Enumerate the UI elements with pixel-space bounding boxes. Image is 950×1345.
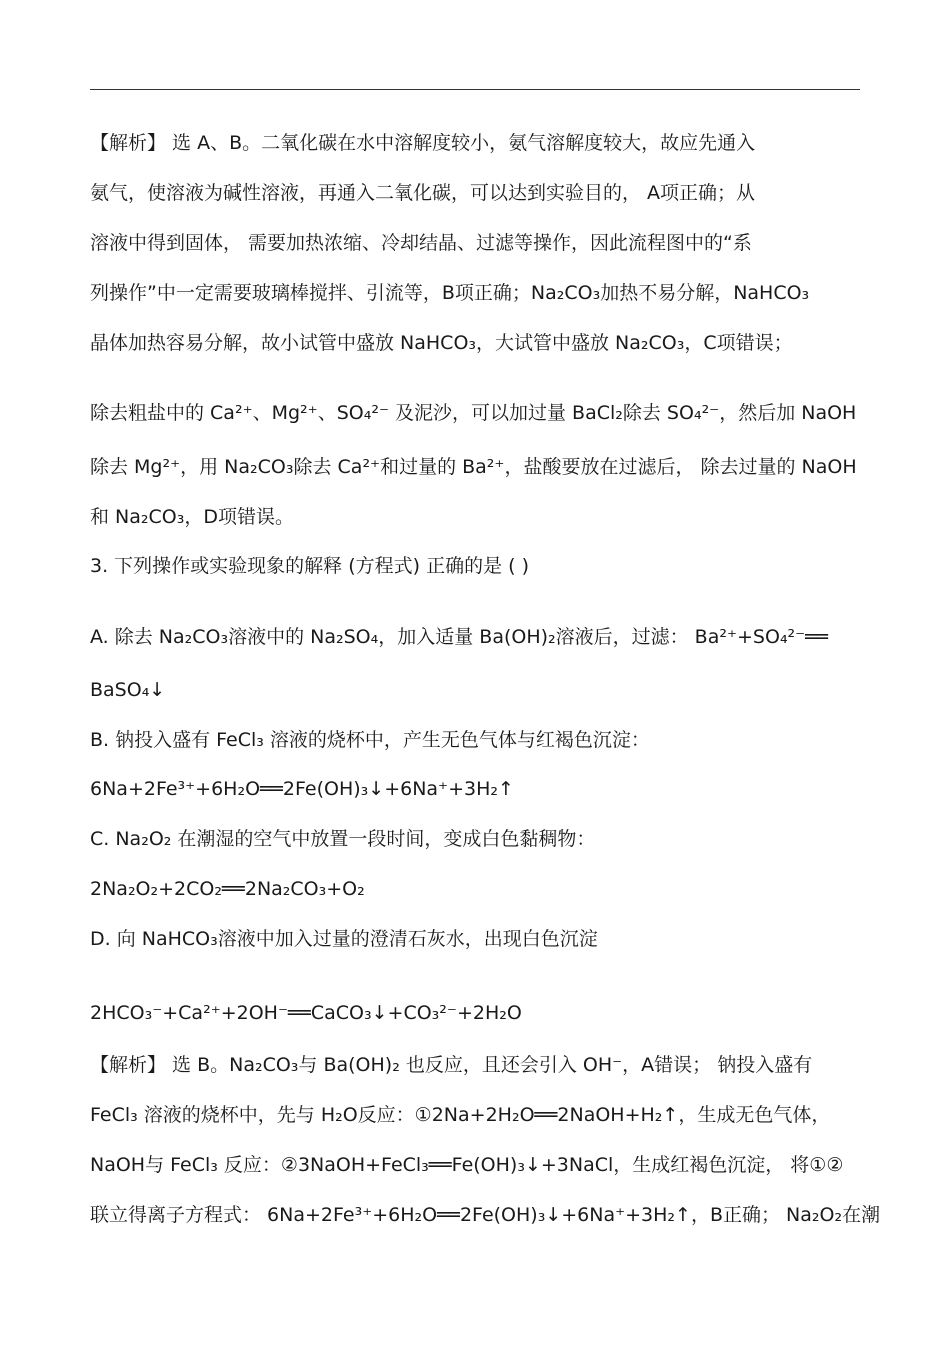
text: 溶液中得到固体， 需要加热浓缩、冷却结晶、过滤等操作，因此流程图中的“系	[90, 232, 752, 254]
option-a-line-2	[90, 677, 890, 703]
text: 列操作”中一定需要玻璃棒搅拌、引流等，B项正确；Na₂CO₃加热不易分解，NaHCO₃	[90, 282, 810, 304]
text: 2Na₂O₂+2CO₂══2Na₂CO₃+O₂	[90, 878, 365, 900]
text: 除去 Mg²⁺，用 Na₂CO₃除去 Ca²⁺和过量的 Ba²⁺，盐酸要放在过滤后， 除去过量的 NaOH	[90, 456, 857, 478]
text: 【解析】 选 B。Na₂CO₃与 Ba(OH)₂ 也反应，且还会引入 OH⁻，A错误； 钠投入盛有	[90, 1054, 813, 1076]
text: 3. 下列操作或实验现象的解释 (方程式) 正确的是 ( )	[90, 555, 529, 577]
analysis-line-6	[90, 400, 890, 426]
header-rule	[90, 89, 860, 90]
analysis-line-3	[90, 230, 890, 256]
text: B. 钠投入盛有 FeCl₃ 溶液的烧杯中，产生无色气体与红褐色沉淀：	[90, 729, 650, 751]
text: 6Na+2Fe³⁺+6H₂O══2Fe(OH)₃↓+6Na⁺+3H₂↑	[90, 778, 514, 800]
answer-line-4	[90, 1202, 890, 1228]
text: A. 除去 Na₂CO₃溶液中的 Na₂SO₄，加入适量 Ba(OH)₂溶液后，过滤： Ba²⁺+SO₄²⁻══	[90, 626, 829, 648]
text: 和 Na₂CO₃，D项错误。	[90, 506, 294, 528]
text: NaOH与 FeCl₃ 反应：②3NaOH+FeCl₃══Fe(OH)₃↓+3NaCl，生成红褐色沉淀， 将①②	[90, 1154, 844, 1176]
text: 氨气，使溶液为碱性溶液，再通入二氧化碳，可以达到实验目的， A项正确；从	[90, 182, 756, 204]
answer-line-1	[90, 1052, 890, 1078]
question-3-stem	[90, 553, 890, 579]
answer-line-3	[90, 1152, 890, 1178]
option-c-text	[90, 826, 890, 852]
answer-line-2	[90, 1102, 890, 1128]
option-d-equation	[90, 1000, 890, 1026]
analysis-line-2	[90, 180, 890, 206]
analysis-line-1	[90, 130, 890, 156]
option-c-equation	[90, 876, 890, 902]
analysis-line-5	[90, 330, 890, 356]
analysis-line-4	[90, 280, 890, 306]
text: 【解析】 选 A、B。二氧化碳在水中溶解度较小，氨气溶解度较大，故应先通入	[90, 132, 756, 154]
text: C. Na₂O₂ 在潮湿的空气中放置一段时间，变成白色黏稠物：	[90, 828, 596, 850]
text: BaSO₄↓	[90, 679, 166, 701]
option-b-equation	[90, 776, 890, 802]
text: 晶体加热容易分解，故小试管中盛放 NaHCO₃，大试管中盛放 Na₂CO₃，C项错误；	[90, 332, 793, 354]
text: D. 向 NaHCO₃溶液中加入过量的澄清石灰水，出现白色沉淀	[90, 928, 598, 950]
option-a-line-1	[90, 624, 890, 650]
text: 2HCO₃⁻+Ca²⁺+2OH⁻══CaCO₃↓+CO₃²⁻+2H₂O	[90, 1002, 522, 1024]
text: 除去粗盐中的 Ca²⁺、Mg²⁺、SO₄²⁻ 及泥沙，可以加过量 BaCl₂除去 SO₄²⁻，然后加 NaOH	[90, 402, 857, 424]
text: FeCl₃ 溶液的烧杯中，先与 H₂O反应：①2Na+2H₂O══2NaOH+H₂↑，生成无色气体，	[90, 1104, 831, 1126]
analysis-line-7	[90, 454, 890, 480]
option-d-text	[90, 926, 890, 952]
analysis-line-8	[90, 504, 890, 530]
option-b-text	[90, 727, 890, 753]
text: 联立得离子方程式： 6Na+2Fe³⁺+6H₂O══2Fe(OH)₃↓+6Na⁺+3H₂↑，B正确； Na₂O₂在潮	[90, 1204, 881, 1226]
